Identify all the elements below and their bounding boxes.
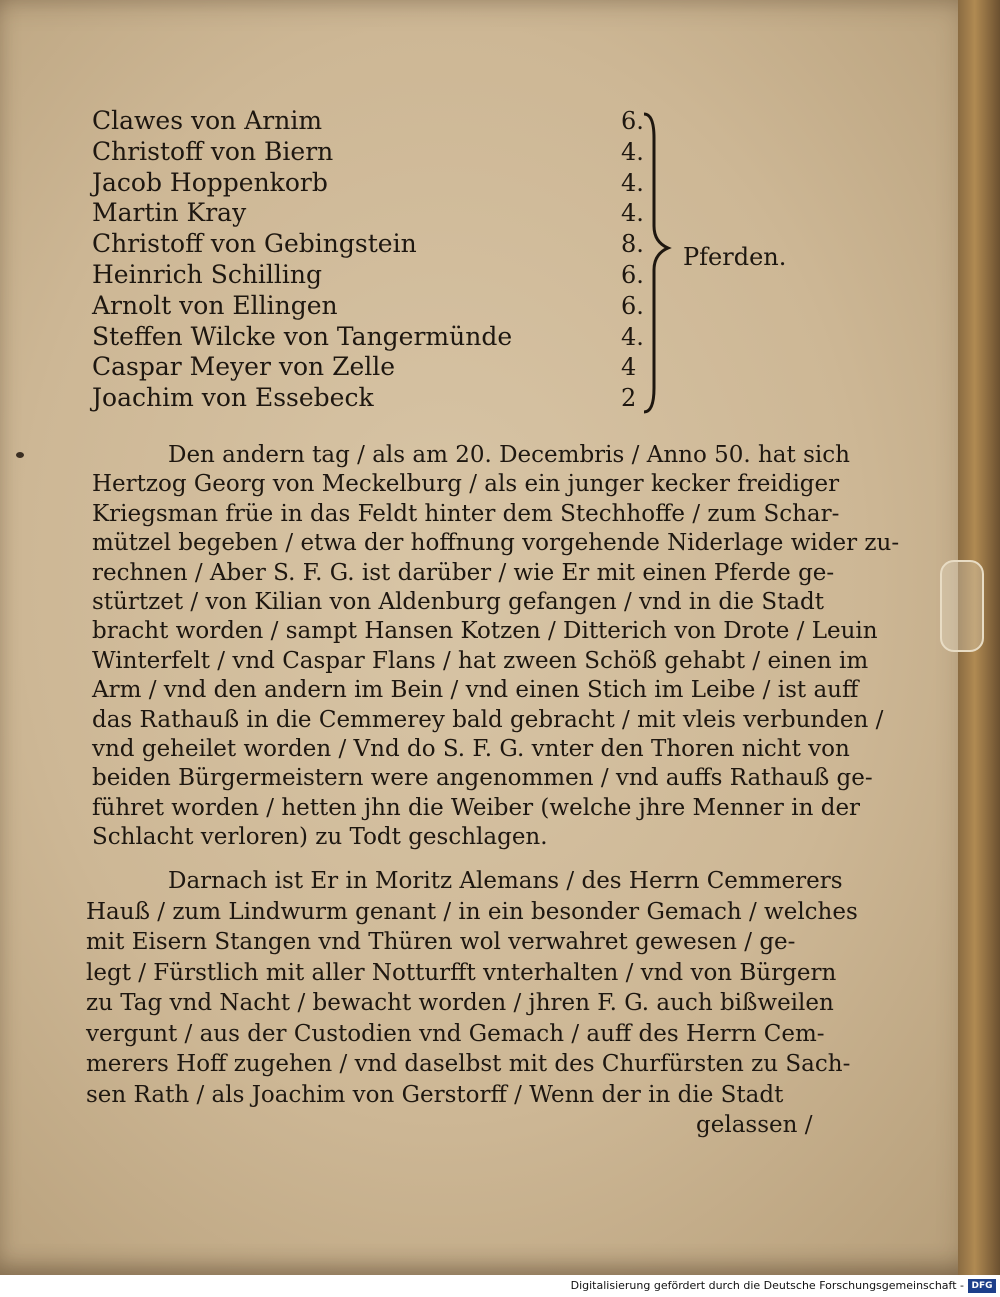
text-line: legt / Fürstlich mit aller Notturfft vnterhalten / vnd von Bürgern [86,959,837,986]
roster-name: Steffen Wilcke von Tangermünde [92,321,513,351]
text-line: Arm / vnd den andern im Bein / vnd einen Stich im Leibe / ist auff [92,677,859,704]
roster-horse-count: 4. [621,137,644,166]
roster-name: Caspar Meyer von Zelle [92,352,396,382]
roster-horse-count: 2 [621,384,637,413]
credit-text: Digitalisierung gefördert durch die Deutsche Forschungsgemeinschaft - [570,1279,964,1292]
ink-spot [16,452,24,458]
roster-horse-count: 4. [621,168,644,197]
roster-name: Martin Kray [92,198,247,228]
text-line: Den andern tag / als am 20. Decembris / Anno 50. hat sich [168,442,850,468]
text-line: Winterfelt / vnd Caspar Flans / hat zween Schöß gehabt / einen im [92,647,869,674]
text-line: mit Eisern Stangen vnd Thüren wol verwahret gewesen / ge- [86,929,796,955]
roster-horse-count: 6. [621,291,644,320]
catchword: gelassen / [696,1112,813,1138]
text-line: Darnach ist Er in Moritz Alemans / des Herrn Cemmerers [168,868,843,894]
roster-name: Jacob Hoppenkorb [92,167,328,197]
text-line: beiden Bürgermeistern were angenommen / vnd auffs Rathauß ge- [92,765,873,792]
text-line: Kriegsman früe in das Feldt hinter dem Stechhoffe / zum Schar- [92,500,840,527]
text-line: merers Hoff zugehen / vnd daselbst mit des Churfürsten zu Sach- [86,1051,851,1077]
text-line: mützel begeben / etwa der hoffnung vorgehende Niderlage wider zu- [92,530,900,557]
roster-name: Heinrich Schilling [92,260,323,289]
text-line: führet worden / hetten jhn die Weiber (welche jhre Menner in der [92,794,861,821]
roster-horse-count: 8. [621,230,644,259]
roster-name: Joachim von Essebeck [92,383,374,413]
dfg-logo: DFG [968,1279,996,1293]
text-line: sen Rath / als Joachim von Gerstorff / Wenn der in die Stadt [86,1081,784,1108]
text-line: vnd geheilet worden / Vnd do S. F. G. vnter den Thoren nicht von [92,736,850,762]
page-tab [940,560,984,652]
curly-brace-icon [640,108,680,418]
text-line: rechnen / Aber S. F. G. ist darüber / wie Er mit einen Pferde ge- [92,559,835,586]
text-line: Hertzog Georg von Meckelburg / als ein junger kecker freidiger [92,471,840,498]
text-line: Schlacht verloren) zu Todt geschlagen. [92,824,548,851]
text-line: vergunt / aus der Custodien vnd Gemach / auff des Herrn Cem- [86,1020,825,1047]
text-line: bracht worden / sampt Hansen Kotzen / Ditterich von Drote / Leuin [92,618,878,645]
horses-label: Pferden. [683,243,787,271]
digitization-credit [0,1275,1000,1297]
roster-name: Clawes von Arnim [92,106,323,135]
roster-horse-count: 4 [621,353,637,382]
roster-name: Christoff von Biern [92,136,334,166]
text-line: zu Tag vnd Nacht / bewacht worden / jhren F. G. auch bißweilen [86,990,834,1016]
roster-horse-count: 6. [621,107,644,135]
text-line: stürtzet / von Kilian von Aldenburg gefangen / vnd in die Stadt [92,589,825,615]
roster-horse-count: 4. [621,322,644,351]
roster-horse-count: 6. [621,261,644,289]
text-line: Hauß / zum Lindwurm genant / in ein besonder Gemach / welches [86,898,858,925]
roster-name: Arnolt von Ellingen [92,290,338,320]
roster-horse-count: 4. [621,199,644,228]
roster-name: Christoff von Gebingstein [92,229,417,259]
text-line: das Rathauß in die Cemmerey bald gebracht / mit vleis verbunden / [92,706,884,733]
